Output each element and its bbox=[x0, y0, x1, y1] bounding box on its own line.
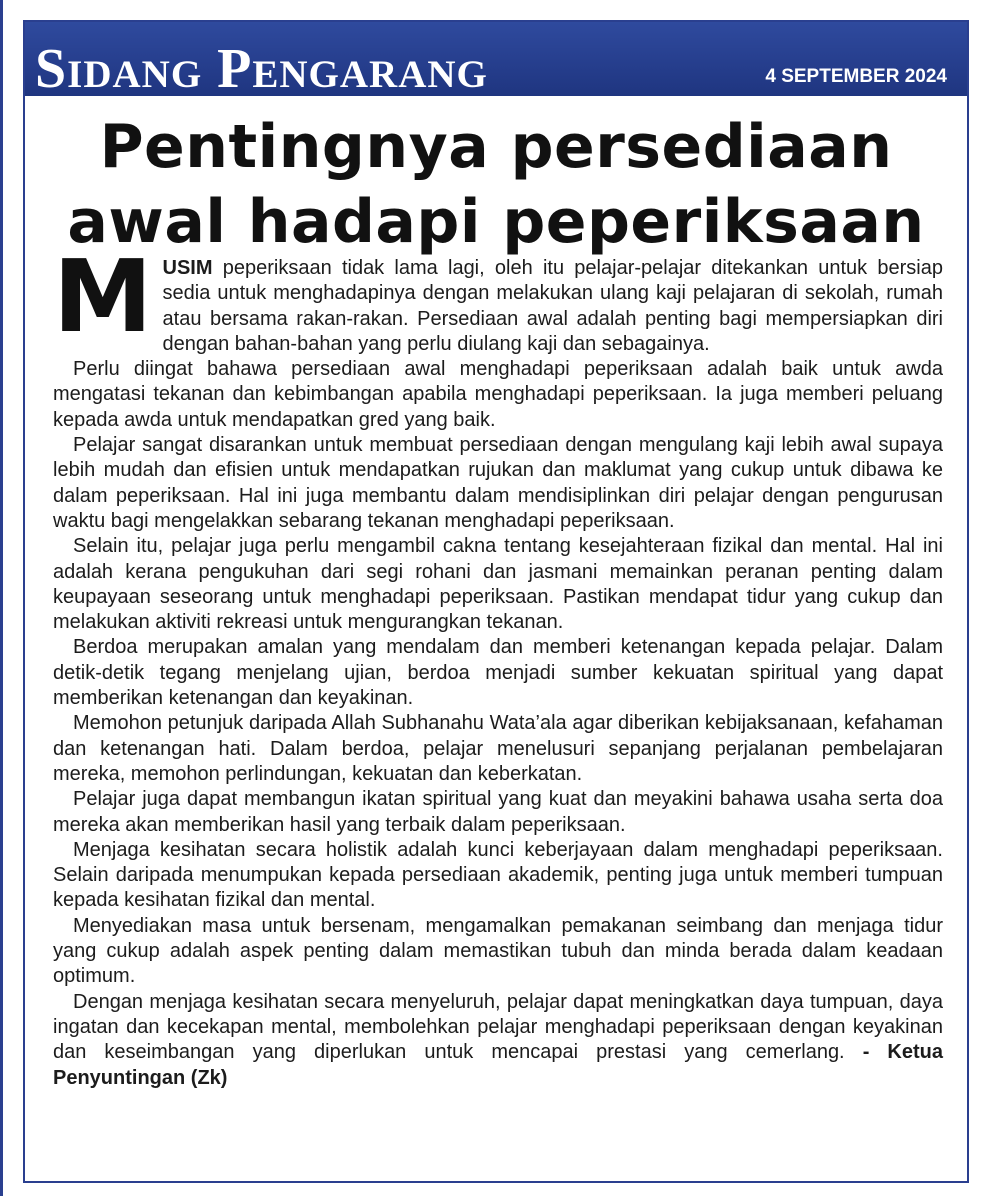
editorial-frame bbox=[23, 20, 969, 1183]
article-paragraph: Perlu diingat bahawa persediaan awal menghadapi peperiksaan adalah baik untuk awda mengatasi tekanan dan kebimbangan apabila menghadapi peperiksaan. Ia juga memberi peluang kepada awda untuk mendapatkan gred yang baik. bbox=[53, 358, 943, 431]
paragraph-text: peperiksaan tidak lama lagi, oleh itu pelajar-pelajar ditekankan untuk bersiap sedia untuk menghadapinya dengan melakukan ulang kaji pelajaran di sekolah, rumah atau bersama rakan-rakan. Persediaan awal adalah penting bagi mempersiapkan diri dengan bahan-bahan yang perlu diulang kaji dan sebagainya. bbox=[162, 257, 943, 355]
drop-cap: M bbox=[53, 238, 153, 355]
article-paragraph: Memohon petunjuk daripada Allah Subhanahu Wata’ala agar diberikan kebijaksanaan, kefahaman dan ketenangan hati. Dalam berdoa, pelajar menelusuri sepanjang perjalanan pembelajaran mereka, memohon perlindungan, kekuatan dan keberkatan. bbox=[53, 712, 943, 785]
article-paragraph: Menyediakan masa untuk bersenam, mengamalkan pemakanan seimbang dan menjaga tidur yang cukup adalah aspek penting dalam memastikan tubuh dan minda berada dalam keadaan optimum. bbox=[53, 914, 943, 988]
publication-date: 4 SEPTEMBER 2024 bbox=[765, 66, 947, 87]
article-headline bbox=[25, 110, 967, 260]
section-title: Sidang Pengarang bbox=[35, 38, 488, 100]
headline-line-2: awal hadapi peperiksaan bbox=[67, 187, 925, 257]
article-paragraph bbox=[53, 238, 943, 357]
article-body bbox=[53, 238, 943, 1091]
page-edge-rule bbox=[0, 0, 3, 1196]
paragraph-text: Dengan menjaga kesihatan secara menyeluruh, pelajar dapat meningkatkan daya tumpuan, daya ingatan dan kecekapan mental, membolehkan pelajar menghadapi peperiksaan dengan keyakinan dan keseimbangan yang diperlukan untuk mencapai prestasi yang cemerlang. bbox=[53, 990, 943, 1064]
article-paragraph: Selain itu, pelajar juga perlu mengambil cakna tentang kesejahteraan fizikal dan mental. Hal ini adalah kerana pengukuhan dari segi rohani dan jasmani memainkan peranan penting dalam keupayaan seseorang untuk menghadapi peperiksaan. Pastikan mendapat tidur yang cukup dan melakukan aktiviti rekreasi untuk mengurangkan tekanan. bbox=[53, 535, 943, 634]
lead-word: USIM bbox=[162, 257, 213, 279]
author-signoff: - Ketua Penyuntingan (Zk) bbox=[53, 1041, 943, 1089]
article-paragraph: Menjaga kesihatan secara holistik adalah kunci keberjayaan dalam menghadapi peperiksaan. Selain daripada menumpukan kepada persediaan akademik, penting juga untuk memberi tumpuan kepada kesihatan fizikal dan mental. bbox=[53, 838, 943, 912]
section-banner bbox=[25, 22, 967, 100]
headline-line-1: Pentingnya persediaan bbox=[99, 112, 893, 182]
article-paragraph: Berdoa merupakan amalan yang mendalam dan memberi ketenangan kepada pelajar. Dalam detik-detik tegang menjelang ujian, berdoa menjadi sumber kekuatan spiritual yang dapat memberikan ketenangan dan keyakinan. bbox=[53, 636, 943, 710]
article-paragraph: Pelajar juga dapat membangun ikatan spiritual yang kuat dan meyakini bahawa usaha serta doa mereka akan memberikan hasil yang terbaik dalam peperiksaan. bbox=[53, 788, 943, 836]
article-paragraph: Pelajar sangat disarankan untuk membuat persediaan dengan mengulang kaji lebih awal supaya lebih mudah dan efisien untuk mendapatkan rujukan dan maklumat yang cukup untuk dibawa ke dalam peperiksaan. Hal ini juga membantu dalam mendisiplinkan diri pelajar dengan pengurusan waktu bagi mengelakkan sebarang tekanan menghadapi peperiksaan. bbox=[53, 434, 943, 532]
article-paragraph bbox=[53, 990, 943, 1091]
